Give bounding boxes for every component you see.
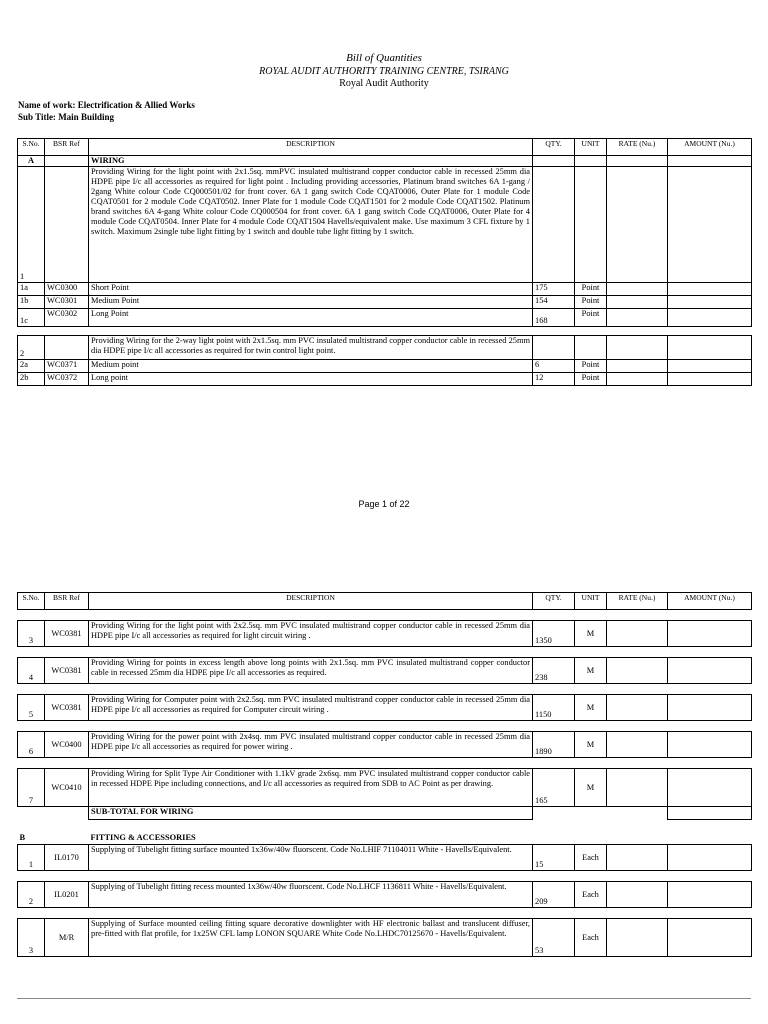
row-unit: Point [575, 360, 607, 373]
section-code: B [19, 832, 26, 842]
col-bsr: BSR Ref [45, 593, 89, 610]
col-desc: DESCRIPTION [89, 139, 533, 156]
table-row [18, 732, 752, 758]
row-qty: 53 [533, 919, 575, 957]
row-bsr: IL0170 [45, 845, 89, 871]
page-number: Page 1 of 22 [358, 499, 410, 509]
row-bsr: WC0372 [45, 373, 89, 386]
row-desc: Providing Wiring for the power point with 2x4sq. mm PVC insulated multistrand copper conductor cable in recessed 25mm dia HDPE pipe I/c all accessories as required for power wiring . [89, 732, 533, 758]
row-qty: 238 [533, 658, 575, 684]
row-desc: Providing Wiring for the light point with 2x2.5sq. mm PVC insulated multistrand copper conductor cable in recessed 25mm dia HDPE pipe I/c all accessories as required for light circuit wiring . [89, 621, 533, 647]
row-bsr: WC0300 [45, 283, 89, 296]
row-sno: 1b [18, 296, 45, 309]
row-qty: 209 [533, 882, 575, 908]
col-unit: UNIT [575, 139, 607, 156]
row-desc: Providing Wiring for Computer point with 2x2.5sq. mm PVC insulated multistrand copper conductor cable in recessed 25mm dia HDPE pipe I/c all accessories as required for Computer circuit wiring . [89, 695, 533, 721]
row-qty: 165 [533, 769, 575, 807]
row-qty: 1890 [533, 732, 575, 758]
header-row [18, 139, 752, 156]
boq-table-page2 [17, 592, 752, 957]
subtotal-row [18, 807, 752, 820]
row-unit: Each [575, 919, 607, 957]
table-row [18, 336, 752, 360]
subtitle-value: Main Building [58, 112, 114, 122]
row-desc: Supplying of Tubelight fitting recess mounted 1x36w/40w fluorscent. Code No.LHCF 1136811 White - Havells/Equivalent. [89, 882, 533, 908]
section-row [18, 833, 752, 845]
row-sno: 6 [18, 732, 45, 758]
doc-title: Bill of Quantities [346, 52, 422, 64]
subtotal-amount [668, 807, 752, 820]
col-rate: RATE (Nu.) [607, 139, 668, 156]
row-sno: 4 [18, 658, 45, 684]
table-row [18, 360, 752, 373]
row-unit: M [575, 732, 607, 758]
row-sno: 1c [18, 309, 45, 327]
col-desc: DESCRIPTION [89, 593, 533, 610]
row-bsr: WC0381 [45, 658, 89, 684]
row-sno: 2 [18, 882, 45, 908]
row-unit: M [575, 695, 607, 721]
section-row [18, 156, 752, 167]
row-unit: M [575, 658, 607, 684]
row-desc: Providing Wiring for the light point with 2x1.5sq. mmPVC insulated multistrand copper conductor cable in recessed 25mm dia HDPE pipe I/c all accessories as required for light point . Including providing accessories, Platinum brand switches 6A 1-gang / 2gang White colour Code CQ000501/02 for front cover. 6A 1 gang switch Code CQAT0006, Outer Plate for 1 module Code CQAT0501 for 2 module Code CQAT0502. Inner Plate for 1 module Code CQAT1501 for 2 module Code CQAT1502. Platinum brand switches 6A 4-gang White colour Code CQ000504 for front cover. 6A 1 gang switch Code CQAT0006, Outer Plate for 4 module Code CQAT0504. Inner Plate for 4 module Code CQAT1504 Havells/equivalent make. Use maximum 3 CFL fixture by 1 switch. Maximum 2single tube light fitting by 1 switch and double tube light fitting by 1 switch. [89, 167, 533, 283]
row-desc: Long Point [89, 309, 533, 327]
row-qty: 12 [533, 373, 575, 386]
table-row [18, 296, 752, 309]
table-row [18, 769, 752, 807]
org-name: ROYAL AUDIT AUTHORITY TRAINING CENTRE, TSIRANG [259, 66, 509, 77]
row-sno: 5 [18, 695, 45, 721]
row-sno: 7 [18, 769, 45, 807]
row-desc: Short Point [89, 283, 533, 296]
row-desc: Providing Wiring for Split Type Air Conditioner with 1.1kV grade 2x6sq. mm PVC insulated multistrand copper conductor cable in recessed HDPE Pipe including connections, and I/c all accessories as required from SDB to AC Point as per drawing. [89, 769, 533, 807]
row-bsr: WC0301 [45, 296, 89, 309]
row-desc: Providing Wiring for points in excess length above long points with 2x1.5sq. mm PVC insulated multistrand copper conductor cable in recessed 25mm dia HDPE pipe I/c all accessories as required. [89, 658, 533, 684]
sub-title [18, 112, 114, 122]
row-sno: 2 [18, 336, 45, 360]
table-row [18, 845, 752, 871]
subtitle-label: Sub Title: [18, 112, 56, 122]
row-bsr: WC0371 [45, 360, 89, 373]
col-unit: UNIT [575, 593, 607, 610]
org-sub: Royal Audit Authority [339, 78, 429, 89]
row-unit: Each [575, 845, 607, 871]
table-row [18, 882, 752, 908]
row-bsr: WC0400 [45, 732, 89, 758]
row-bsr: WC0381 [45, 621, 89, 647]
row-sno: 3 [18, 621, 45, 647]
section-title: WIRING [89, 156, 533, 167]
row-qty: 15 [533, 845, 575, 871]
section-code: A [18, 156, 45, 167]
col-qty: QTY. [533, 139, 575, 156]
table-row [18, 658, 752, 684]
row-qty: 168 [533, 309, 575, 327]
subtotal-label: SUB-TOTAL FOR WIRING [89, 807, 533, 820]
row-sno: 1 [18, 845, 45, 871]
row-desc: Providing Wiring for the 2-way light point with 2x1.5sq. mm PVC insulated multistrand copper conductor cable in recessed 25mm dia HDPE pipe I/c all accessories as required for twin control light point. [89, 336, 533, 360]
table-row [18, 919, 752, 957]
row-desc: Medium Point [89, 296, 533, 309]
table-row [18, 621, 752, 647]
table-row [18, 309, 752, 327]
section-title: FITTING & ACCESSORIES [90, 832, 196, 842]
row-sno: 1a [18, 283, 45, 296]
col-amount: AMOUNT (Nu.) [668, 139, 752, 156]
row-desc: Supplying of Surface mounted ceiling fitting square decorative downlighter with HF electronic ballast and translucent diffuser, pre-fitted with flat profile, for 1x25W CFL lamp LONON SQUARE White Code No.LHDC70125670 - Havells/Equivalent. [89, 919, 533, 957]
col-sno: S.No. [18, 593, 45, 610]
col-bsr: BSR Ref [45, 139, 89, 156]
row-bsr: WC0302 [45, 309, 89, 327]
row-unit: Point [575, 283, 607, 296]
table-row [18, 373, 752, 386]
col-qty: QTY. [533, 593, 575, 610]
row-qty: 1150 [533, 695, 575, 721]
row-bsr: M/R [45, 919, 89, 957]
row-unit: Point [575, 309, 607, 327]
table-row [18, 167, 752, 283]
row-bsr: WC0381 [45, 695, 89, 721]
row-qty: 154 [533, 296, 575, 309]
boq-table-page1 [17, 138, 752, 386]
row-desc: Medium point [89, 360, 533, 373]
row-unit: M [575, 769, 607, 807]
table-row [18, 695, 752, 721]
row-sno: 2a [18, 360, 45, 373]
row-bsr: IL0201 [45, 882, 89, 908]
work-label: Name of work: [18, 100, 76, 110]
row-unit: Each [575, 882, 607, 908]
row-qty: 1350 [533, 621, 575, 647]
header-row [18, 593, 752, 610]
row-qty: 6 [533, 360, 575, 373]
table-row [18, 283, 752, 296]
col-amount: AMOUNT (Nu.) [668, 593, 752, 610]
row-bsr: WC0410 [45, 769, 89, 807]
row-unit: Point [575, 296, 607, 309]
col-sno: S.No. [18, 139, 45, 156]
row-desc: Long point [89, 373, 533, 386]
row-desc: Supplying of Tubelight fitting surface mounted 1x36w/40w fluorscent. Code No.LHIF 71104011 White - Havells/Equivalent. [89, 845, 533, 871]
work-value: Electrification & Allied Works [77, 100, 195, 110]
row-qty: 175 [533, 283, 575, 296]
row-unit: Point [575, 373, 607, 386]
row-sno: 3 [18, 919, 45, 957]
row-sno: 2b [18, 373, 45, 386]
work-name [18, 100, 195, 110]
col-rate: RATE (Nu.) [607, 593, 668, 610]
row-unit: M [575, 621, 607, 647]
bottom-rule [17, 998, 751, 999]
row-sno: 1 [18, 167, 45, 283]
